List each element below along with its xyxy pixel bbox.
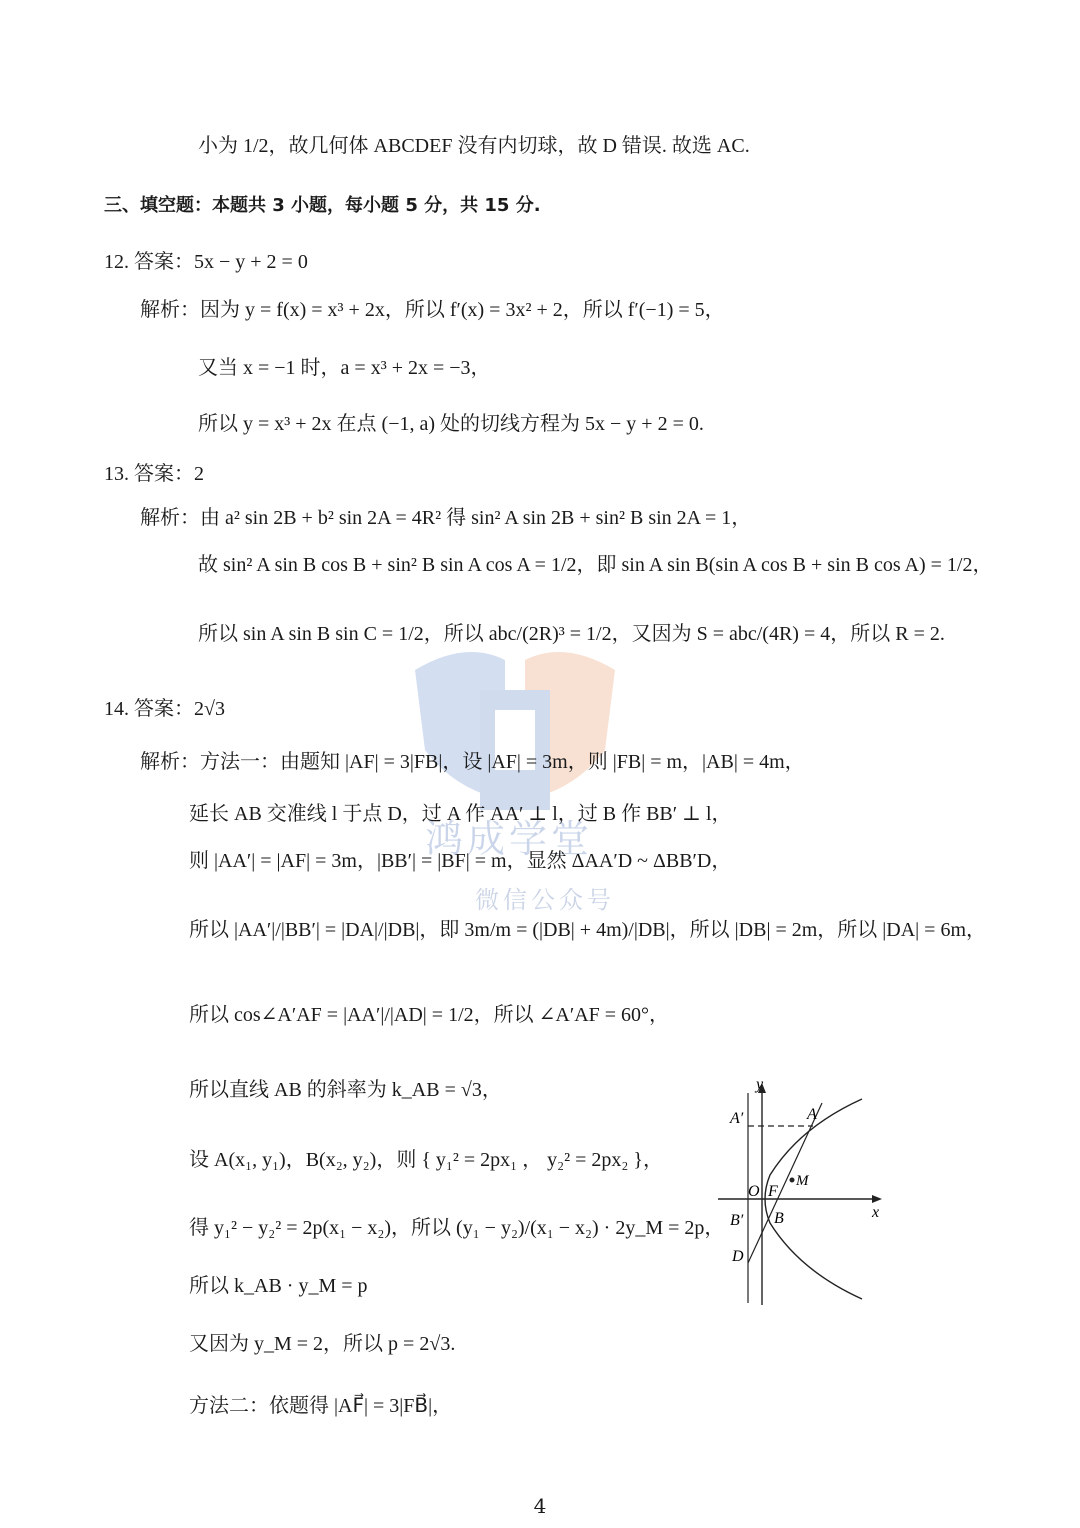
text-line-1: 小为 1/2，故几何体 ABCDEF 没有内切球，故 D 错误. 故选 AC. <box>198 135 750 157</box>
q14-analysis-5: 所以 cos∠A′AF = |AA′|/|AD| = 1/2，所以 ∠A′AF = 60°， <box>189 1004 670 1026</box>
q14-analysis-3: 则 |AA′| = |AF| = 3m，|BB′| = |BF| = m，显然 ΔAA′D ~ ΔBB′D， <box>189 850 732 872</box>
label-A: A <box>807 1106 817 1123</box>
label-O: O <box>748 1183 760 1200</box>
q13-analysis-1: 解析：由 a² sin 2B + b² sin 2A = 4R² 得 sin² A sin 2B + sin² B sin 2A = 1， <box>140 507 752 529</box>
q14-answer: 14. 答案：2√3 <box>104 698 225 720</box>
label-B-prime: B′ <box>730 1212 744 1229</box>
q14-analysis-6: 所以直线 AB 的斜率为 k_AB = √3， <box>189 1079 502 1101</box>
q14-method-2: 方法二：依题得 |AF⃗| = 3|FB⃗|， <box>189 1395 453 1417</box>
label-D: D <box>732 1248 744 1265</box>
q14-analysis-2: 延长 AB 交准线 l 于点 D，过 A 作 AA′ ⊥ l，过 B 作 BB′ ⊥ l， <box>189 803 732 825</box>
label-M: M <box>796 1173 809 1189</box>
q14-analysis-9: 所以 k_AB · y_M = p <box>189 1275 368 1297</box>
q14-analysis-7: 设 A(x₁, y₁)，B(x₂, y₂)，则 { y₁² = 2px₁ ， y₂² = 2px₂ }， <box>189 1149 663 1171</box>
watermark-subtext: 微信公众号 <box>475 886 615 914</box>
q12-analysis-3: 所以 y = x³ + 2x 在点 (−1, a) 处的切线方程为 5x − y + 2 = 0. <box>198 413 704 435</box>
label-F: F <box>768 1183 778 1200</box>
q13-analysis-2: 故 sin² A sin B cos B + sin² B sin A cos A = 1/2，即 sin A sin B(sin A cos B + sin B cos A) = 1/2， <box>198 554 993 576</box>
watermark-text: 鸿成学堂 <box>425 817 594 861</box>
parabola-figure <box>710 1075 900 1310</box>
q14-analysis-4: 所以 |AA′|/|BB′| = |DA|/|DB|，即 3m/m = (|DB| + 4m)/|DB|，所以 |DB| = 2m，所以 |DA| = 6m， <box>189 919 987 941</box>
q13-answer: 13. 答案：2 <box>104 463 204 485</box>
label-B: B <box>774 1210 784 1227</box>
q14-analysis-10: 又因为 y_M = 2，所以 p = 2√3. <box>189 1333 456 1355</box>
q14-analysis-1: 解析：方法一：由题知 |AF| = 3|FB|，设 |AF| = 3m，则 |FB| = m，|AB| = 4m， <box>140 751 805 773</box>
q12-analysis-2: 又当 x = −1 时，a = x³ + 2x = −3， <box>198 357 491 379</box>
page-number: 4 <box>533 1494 547 1518</box>
label-x: x <box>872 1204 880 1221</box>
q12-analysis-1: 解析：因为 y = f(x) = x³ + 2x，所以 f′(x) = 3x² + 2，所以 f′(−1) = 5， <box>140 299 725 321</box>
q12-answer: 12. 答案：5x − y + 2 = 0 <box>104 251 308 273</box>
section-heading: 三、填空题：本题共 3 小题，每小题 5 分，共 15 分. <box>104 195 541 216</box>
q13-analysis-3: 所以 sin A sin B sin C = 1/2，所以 abc/(2R)³ = 1/2，又因为 S = abc/(4R) = 4，所以 R = 2. <box>198 623 945 645</box>
label-A-prime: A′ <box>730 1110 744 1127</box>
q14-analysis-8: 得 y₁² − y₂² = 2p(x₁ − x₂)，所以 (y₁ − y₂)/(x₁ − x₂) · 2y_M = 2p， <box>189 1217 725 1239</box>
label-y: y <box>756 1076 764 1093</box>
